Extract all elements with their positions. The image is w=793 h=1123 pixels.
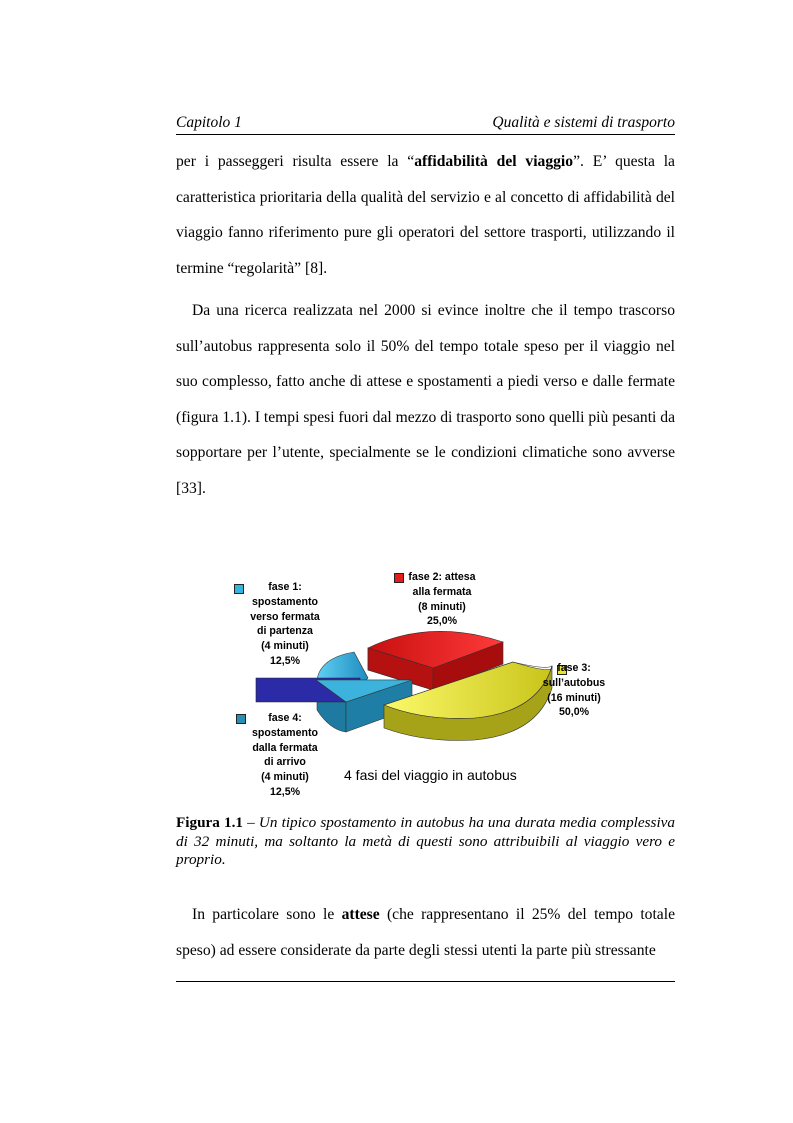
page-header xyxy=(176,114,675,134)
label-fase-1: fase 1: spostamento verso fermata di partenza (4 minuti) 12,5% xyxy=(250,581,320,667)
paragraph-3-text-b: (che rappresentano il 25% del tempo totale speso) ad essere considerate da parte degli stessi utenti la parte più stressante xyxy=(176,906,675,959)
section-label: Qualità e sistemi di trasporto xyxy=(492,114,675,131)
caption-text: Un tipico spostamento in autobus ha una durata media complessiva di 32 minuti, ma soltanto la metà di questi sono attribuibili al viaggio vero e proprio. xyxy=(176,814,675,868)
paragraph-3-bold: attese xyxy=(341,906,380,923)
paragraph-1 xyxy=(176,144,675,286)
pie-chart xyxy=(220,560,606,810)
paragraph-2: Da una ricerca realizzata nel 2000 si evince inoltre che il tempo trascorso sull’autobus rappresenta solo il 50% del tempo totale speso per il viaggio nel suo complesso, fatto anche di attese e spostamenti a piedi verso e dalle fermate (figura 1.1). I tempi spesi fuori dal mezzo di trasporto sono quelli più pesanti da sopportare per l’utente, specialmente se le condizioni climatiche sono avverse [33]. xyxy=(176,302,675,497)
caption-label: Figura 1.1 xyxy=(176,814,243,831)
header-rule xyxy=(176,134,675,135)
paragraph-3 xyxy=(176,897,675,968)
paragraph-3-text-a: In particolare sono le xyxy=(192,906,342,923)
footer-rule xyxy=(176,981,675,982)
label-fase-2: fase 2: attesa alla fermata (8 minuti) 25,0% xyxy=(408,571,476,628)
paragraph-1-text-b: ”. E’ questa la caratteristica prioritaria della qualità del servizio e al concetto di affidabilità del viaggio fanno riferimento pure gli operatori del settore trasporti, utilizzando il termine “regolarità” [8]. xyxy=(176,153,675,277)
paragraph-1-bold: affidabilità del viaggio xyxy=(414,153,574,170)
label-fase-3: fase 3: sull’autobus (16 minuti) 50,0% xyxy=(542,662,606,719)
caption-dash: – xyxy=(243,814,259,831)
label-fase-4: fase 4: spostamento dalla fermata di arrivo (4 minuti) 12,5% xyxy=(252,712,318,798)
chart-title: 4 fasi del viaggio in autobus xyxy=(344,767,517,783)
paragraph-1-text-a: per i passeggeri risulta essere la “ xyxy=(176,153,415,170)
chapter-label: Capitolo 1 xyxy=(176,114,242,131)
figure-caption xyxy=(176,814,675,870)
